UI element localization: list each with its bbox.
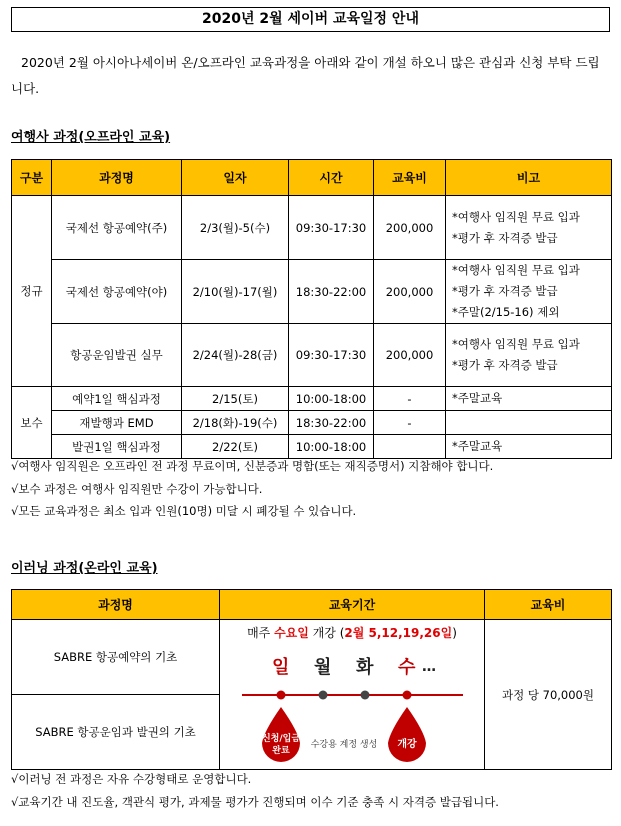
col-header: 시간 [289,160,374,196]
course-date: 2/3(월)-5(수) [182,196,289,260]
col-header: 교육비 [485,590,612,620]
course-date: 2/24(월)-28(금) [182,324,289,387]
col-header: 일자 [182,160,289,196]
offline-table [11,159,612,459]
course-date: 2/15(토) [182,387,289,411]
table-row [12,260,612,324]
course-date: 2/18(화)-19(수) [182,411,289,435]
offline-heading: 여행사 과정(오프라인 교육) [11,130,171,145]
day-mon: 월 [314,657,332,678]
intro-text: 2020년 2월 아시아나세이버 온/오프라인 교육과정을 아래와 같이 개설 하오니 많은 관심과 신청 부탁 드립니다. [11,55,600,96]
drop-open [388,707,426,762]
course-time: 18:30-22:00 [289,260,374,324]
group-cell: 보수 [12,387,52,459]
online-heading: 이러닝 과정(온라인 교육) [11,561,158,576]
course-fee: 200,000 [374,260,446,324]
note-line: √교육기간 내 진도율, 객관식 평가, 과제물 평가가 진행되며 이수 기준 충족 시 자격증 발급됩니다. [11,794,499,809]
page-title: 2020년 2월 세이버 교육일정 안내 [11,7,610,32]
course-note: *여행사 임직원 무료 입과 *평가 후 자격증 발급 *주말(2/15-16) 제외 [446,260,612,324]
course-name: 재발행과 EMD [52,411,182,435]
group-cell: 정규 [12,196,52,387]
period-text: 매주 수요일 개강 (2월 5,12,19,26일) [247,626,457,640]
course-note [446,411,612,435]
course-name: 발권1일 핵심과정 [52,435,182,459]
course-time: 09:30-17:30 [289,324,374,387]
note-line: √보수 과정은 여행사 임직원만 수강이 가능합니다. [11,481,263,496]
col-header: 교육비 [374,160,446,196]
course-fee: 200,000 [374,196,446,260]
course-time: 10:00-18:00 [289,387,374,411]
day-wed: 수 [398,657,416,678]
course-name: 항공운임발권 실무 [52,324,182,387]
course-note: *여행사 임직원 무료 입과 *평가 후 자격증 발급 [446,196,612,260]
course-fee: - [374,387,446,411]
col-header: 비고 [446,160,612,196]
note-line: √이러닝 전 과정은 자유 수강형태로 운영합니다. [11,772,252,786]
course-time: 18:30-22:00 [289,411,374,435]
offline-notes [11,455,493,523]
schedule-graphic [220,641,485,766]
day-sun: 일 [272,657,290,678]
online-table [11,589,612,770]
course-note: *여행사 임직원 무료 입과 *평가 후 자격증 발급 [446,324,612,387]
table-row [12,620,612,695]
table-row [12,387,612,411]
label-account: 수강용 계정 생성 [310,740,378,750]
col-header: 교육기간 [220,590,485,620]
course-time: 09:30-17:30 [289,196,374,260]
course-fee: - [374,411,446,435]
table-row [12,411,612,435]
table-row [12,196,612,260]
col-header: 과정명 [12,590,220,620]
course-time: 10:00-18:00 [289,435,374,459]
dot-mon [319,691,328,700]
course-fee: 200,000 [374,324,446,387]
note-line: √모든 교육과정은 최소 입과 인원(10명) 미달 시 폐강될 수 있습니다. [11,504,357,518]
course-name: 국제선 항공예약(주) [52,196,182,260]
course-name: 예약1일 핵심과정 [52,387,182,411]
col-header: 구분 [12,160,52,196]
table-row [12,324,612,387]
dot-sun [277,691,286,700]
note-line: √여행사 임직원은 오프라인 전 과정 무료이며, 신분증과 명함(또는 재직증명서) 지참해야 합니다. [11,459,494,473]
fee-cell: 과정 당 70,000원 [485,620,612,770]
course-note: *주말교육 [446,435,612,459]
day-more: … [422,659,436,675]
label-open: 개강 [397,739,417,750]
col-header: 과정명 [52,160,182,196]
period-cell [220,620,485,770]
label-apply-2: 완료 [272,746,290,756]
course-date: 2/10(월)-17(월) [182,260,289,324]
course-name: SABRE 항공예약의 기초 [12,620,220,695]
course-name: 국제선 항공예약(야) [52,260,182,324]
dot-tue [361,691,370,700]
dot-wed [403,691,412,700]
online-notes [11,768,499,813]
course-name: SABRE 항공운임과 발권의 기초 [12,695,220,770]
label-apply-1: 신청/입금 [261,734,301,744]
course-note: *주말교육 [446,387,612,411]
day-tue: 화 [356,657,374,678]
course-date: 2/22(토) [182,435,289,459]
